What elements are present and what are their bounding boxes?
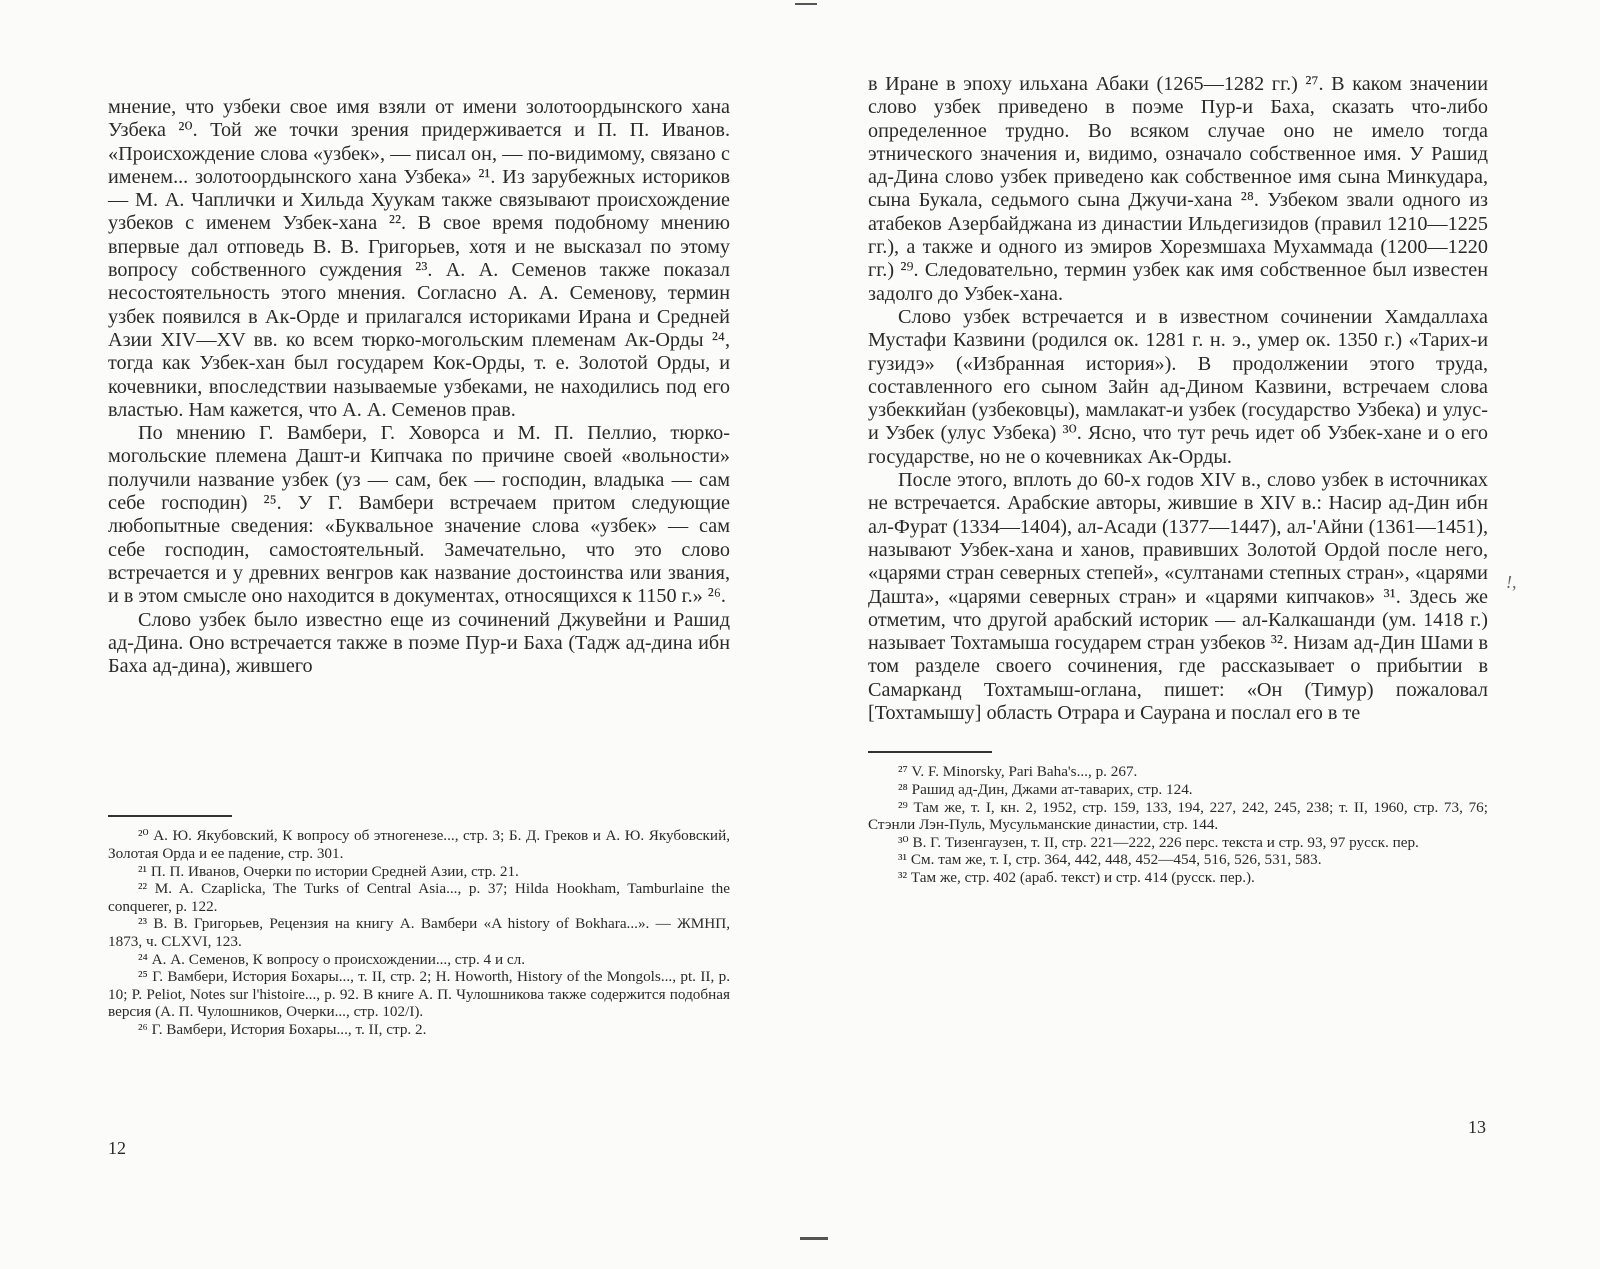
footnote-23: ²³ В. В. Григорьев, Рецензия на книгу А. Вамбери «A history of Bokhara...». — ЖМНП, 1873, ч. CLXVI, 123. xyxy=(108,915,730,950)
right-footnote-rule xyxy=(868,751,992,753)
right-paragraph-3: После этого, вплоть до 60-х годов XIV в., слово узбек в источниках не встречается. Арабские авторы, жившие в XIV в.: Насир ад-Дин ибн ал-Фурат (1334—1404), ал-Асади (1377—1447), ал-'Айни (1361—1451), называют Узбек-хана и ханов, правивших Золотой Ордой после него, «царями стран северных степей», «султанами степных стран», «царями Дашта», «царями северных стран» и «царями кипчаков» ³¹. Здесь же отметим, что другой арабский историк — ал-Калкашанди (ум. 1418 г.) называет Тохтамыша государем стран узбеков ³². Низам ад-Дин Шами в том разделе своего сочинения, где рассказывает о прибытии в Самарканд Тохтамыш-оглана, пишет: «Он (Тимур) пожаловал [Тохтамышу] область Отрара и Саурана и послал его в те xyxy=(868,469,1488,725)
right-page-number: 13 xyxy=(1468,1117,1486,1137)
footnote-31: ³¹ См. там же, т. I, стр. 364, 442, 448, 452—454, 516, 526, 531, 583. xyxy=(898,851,1322,869)
footnote-24: ²⁴ А. А. Семенов, К вопросу о происхождении..., стр. 4 и сл. xyxy=(138,950,525,968)
right-body-text xyxy=(868,73,1488,725)
footnote-30: ³⁰ В. Г. Тизенгаузен, т. II, стр. 221—222, 226 перс. текста и стр. 93, 97 русск. пер. xyxy=(898,833,1419,851)
right-footnotes xyxy=(868,763,1488,886)
left-footnotes xyxy=(108,827,730,1038)
right-paragraph-2: Слово узбек встречается и в известном сочинении Хамдаллаха Мустафи Казвини (родился ок. 1281 г. н. э., умер ок. 1350 г.) «Тарих-и гузидэ» («Избранная история»). В продолжении этого труда, составленного его сыном Зайн ад-Дином Казвини, встречаем слова узбеккийан (узбековцы), мамлакат-и узбек (государство Узбека) и улус-и Узбек (улус Узбека) ³⁰. Ясно, что тут речь идет об Узбек-хане и о его государстве, но не о кочевниках Ак-Орды. xyxy=(868,305,1488,468)
bottom-edge-mark xyxy=(800,1237,828,1240)
right-page xyxy=(868,0,1488,886)
footnote-22: ²² M. A. Czaplicka, The Turks of Central Asia..., p. 37; Hilda Hookham, Tamburlaine the conquerer, p. 122. xyxy=(108,880,730,915)
left-body-text xyxy=(108,96,730,678)
left-page xyxy=(108,0,730,1039)
left-footnote-rule xyxy=(108,815,232,817)
left-paragraph-3: Слово узбек было известно еще из сочинений Джувейни и Рашид ад-Дина. Оно встречается также в поэме Пур-и Баха (Тадж ад-дина ибн Баха ад-дина), жившего xyxy=(108,608,730,678)
footnote-21: ²¹ П. П. Иванов, Очерки по истории Средней Азии, стр. 21. xyxy=(138,862,519,880)
footnote-32: ³² Там же, стр. 402 (араб. текст) и стр. 414 (русск. пер.). xyxy=(898,868,1255,886)
left-paragraph-2: По мнению Г. Вамбери, Г. Ховорса и М. П. Пеллио, тюрко-могольские племена Дашт-и Кипчака по причине своей «вольности» получили название узбек (уз — сам, бек — господин, владыка — сам себе господин) ²⁵. У Г. Вамбери встречаем притом следующие любопытные сведения: «Буквальное значение слова «узбек» — сам себе господин, самостоятельный. Замечательно, что это слово встречается и у древних венгров как название достоинства или звания, и в этом смысле оно находится в документах, относящихся к 1150 г.» ²⁶. xyxy=(108,422,730,608)
footnote-29: ²⁹ Там же, т. I, кн. 2, 1952, стр. 159, 133, 194, 227, 242, 245, 238; т. II, 1960, стр. 73, 76; Стэнли Лэн-Пуль, Мусульманские династии, стр. 144. xyxy=(868,798,1488,834)
right-paragraph-1: в Иране в эпоху ильхана Абаки (1265—1282 гг.) ²⁷. В каком значении слово узбек приведено в поэме Пур-и Баха, сказать что-либо определенное трудно. Во всяком случае оно не имело тогда этнического значения и, видимо, означало собственное имя. У Рашид ад-Дина слово узбек приведено как собственное имя сына Минкудара, сына Букала, седьмого сына Джучи-хана ²⁸. Узбеком звали одного из атабеков Азербайджана из династии Ильдегизидов (правил 1210—1225 гг.), а также и одного из эмиров Хорезмшаха Мухаммада (1200—1220 гг.) ²⁹. Следовательно, термин узбек как имя собственное был известен задолго до Узбек-хана. xyxy=(868,73,1488,305)
footnote-25: ²⁵ Г. Вамбери, История Бохары..., т. II, стр. 2; H. Howorth, History of the Mongols..., pt. II, p. 10; P. Peliot, Notes sur l'histoire..., p. 92. В книге А. П. Чулошникова также содержится подобная версия (А. П. Чулошников, Очерки..., стр. 102/I). xyxy=(108,968,730,1021)
footnote-27: ²⁷ V. F. Minorsky, Pari Baha's..., p. 267. xyxy=(898,763,1138,781)
top-edge-mark xyxy=(795,3,817,5)
footnote-28: ²⁸ Рашид ад-Дин, Джами ат-таварих, стр. 124. xyxy=(898,780,1193,798)
left-paragraph-1: мнение, что узбеки свое имя взяли от имени золотоордынского хана Узбека ²⁰. Той же точки зрения придерживается и П. П. Иванов. «Происхождение слова «узбек», — писал он, — по-видимому, связано с именем... золотоордынского хана Узбека» ²¹. Из зарубежных историков — М. А. Чаплички и Хильда Хуукам также связывают происхождение узбеков с именем Узбек-хана ²². В свое время подобному мнению впервые дал отповедь В. В. Григорьев, хотя и не высказал по этому вопросу собственного суждения ²³. А. А. Семенов также показал несостоятельность этого мнения. Согласно А. А. Семенову, термин узбек появился в Ак-Орде и прилагался историками Ирана и Средней Азии XIV—XV вв. ко всем тюрко-могольским племенам Ак-Орды ²⁴, тогда как Узбек-хан был государем Кок-Орды, т. е. Золотой Орды, и кочевники, впоследствии называемые узбеками, не находились под его властью. Нам кажется, что А. А. Семенов прав. xyxy=(108,96,730,421)
footnote-20: ²⁰ А. Ю. Якубовский, К вопросу об этногенезе..., стр. 3; Б. Д. Греков и А. Ю. Якубовский, Золотая Орда и ее падение, стр. 301. xyxy=(108,827,730,863)
left-page-number: 12 xyxy=(108,1138,126,1158)
margin-pencil-mark: !, xyxy=(1506,572,1517,592)
footnote-26: ²⁶ Г. Вамбери, История Бохары..., т. II, стр. 2. xyxy=(138,1020,427,1038)
